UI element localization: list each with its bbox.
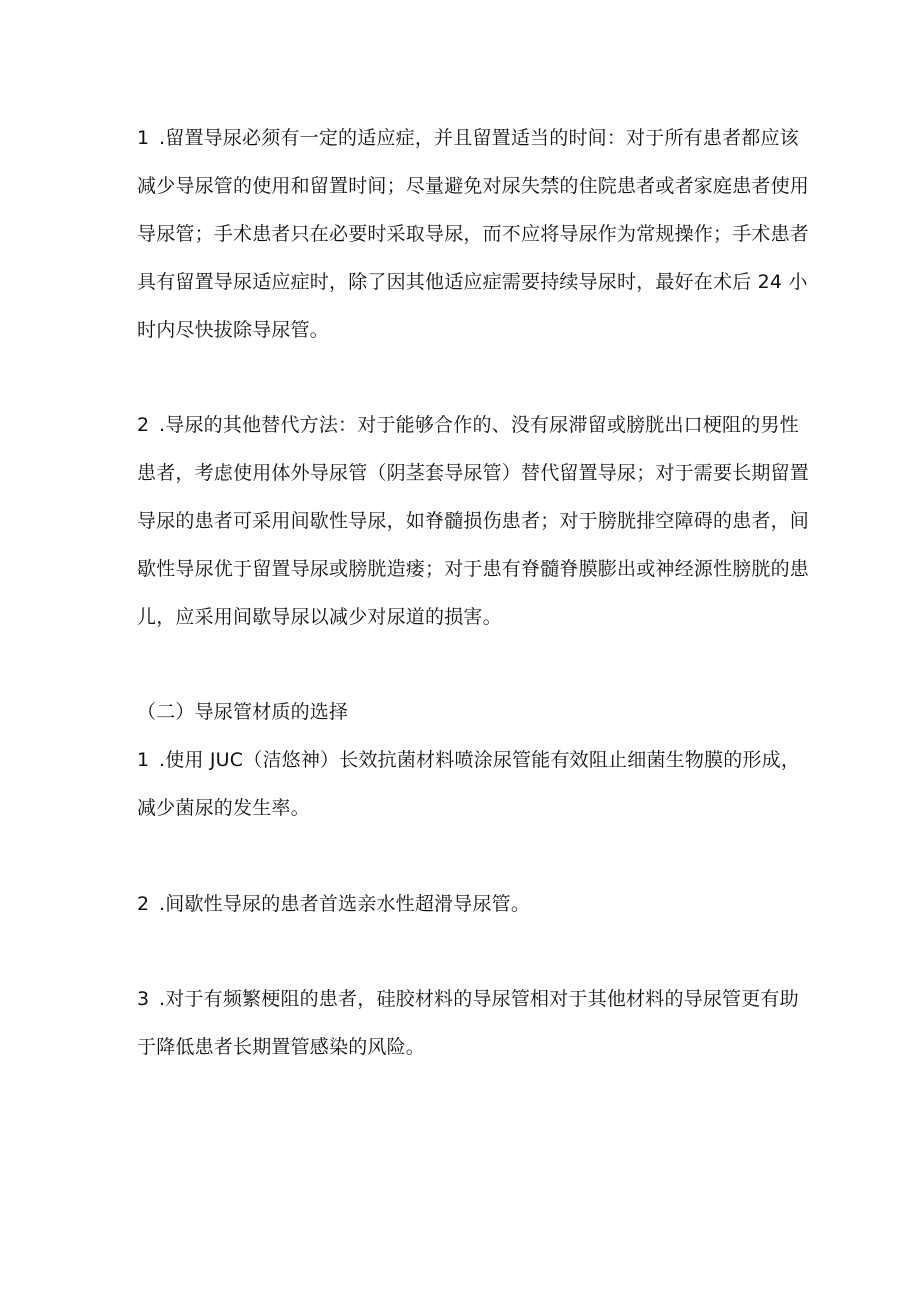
section-1-text: .留置导尿必须有一定的适应症，并且留置适当的时间：对于所有患者都应该 [159,127,799,149]
material-2-number: 2 [137,893,150,915]
section-1-line-5: 时内尽快拔除导尿管。 [137,319,330,341]
section-heading: （二）导尿管材质的选择 [137,701,349,723]
material-3-number: 3 [137,988,150,1010]
section-2-line-1 [137,413,797,437]
section-1-line-1 [137,126,797,150]
section-2-number: 2 [137,414,150,436]
section-2-line-3: 导尿的患者可采用间歇性导尿，如脊髓损伤患者；对于膀胱排空障碍的患者，间 [137,510,810,532]
section-1-line-3: 导尿管；手术患者只在必要时采取导尿，而不应将导尿作为常规操作；手术患者 [137,223,810,245]
material-1-line-2: 减少菌尿的发生率。 [137,797,310,819]
material-1-text: .使用 JUC（洁悠神）长效抗菌材料喷涂尿管能有效阻止细菌生物膜的形成， [159,749,801,771]
section-2-text: .导尿的其他替代方法：对于能够合作的、没有尿滞留或膀胱出口梗阻的男性 [159,414,799,436]
material-2-line-1 [137,892,797,916]
section-1-number: 1 [137,127,150,149]
section-2-line-5: 儿，应采用间歇导尿以减少对尿道的损害。 [137,606,502,628]
material-1-line-1 [137,748,801,772]
material-3-line-1 [137,987,797,1011]
material-1-number: 1 [137,749,150,771]
section-2-line-2: 患者，考虑使用体外导尿管（阴茎套导尿管）替代留置导尿；对于需要长期留置 [137,462,810,484]
material-3-line-2: 于降低患者长期置管感染的风险。 [137,1036,426,1058]
material-2-text: .间歇性导尿的患者首选亲水性超滑导尿管。 [159,893,531,915]
section-1-line-2: 减少导尿管的使用和留置时间；尽量避免对尿失禁的住院患者或者家庭患者使用 [137,175,810,197]
section-2-line-4: 歇性导尿优于留置导尿或膀胱造瘘；对于患有脊髓脊膜膨出或神经源性膀胱的患 [137,558,810,580]
material-3-text: .对于有频繁梗阻的患者，硅胶材料的导尿管相对于其他材料的导尿管更有助 [159,988,799,1010]
section-1-line-4: 具有留置导尿适应症时，除了因其他适应症需要持续导尿时，最好在术后 24 小 [137,271,808,293]
